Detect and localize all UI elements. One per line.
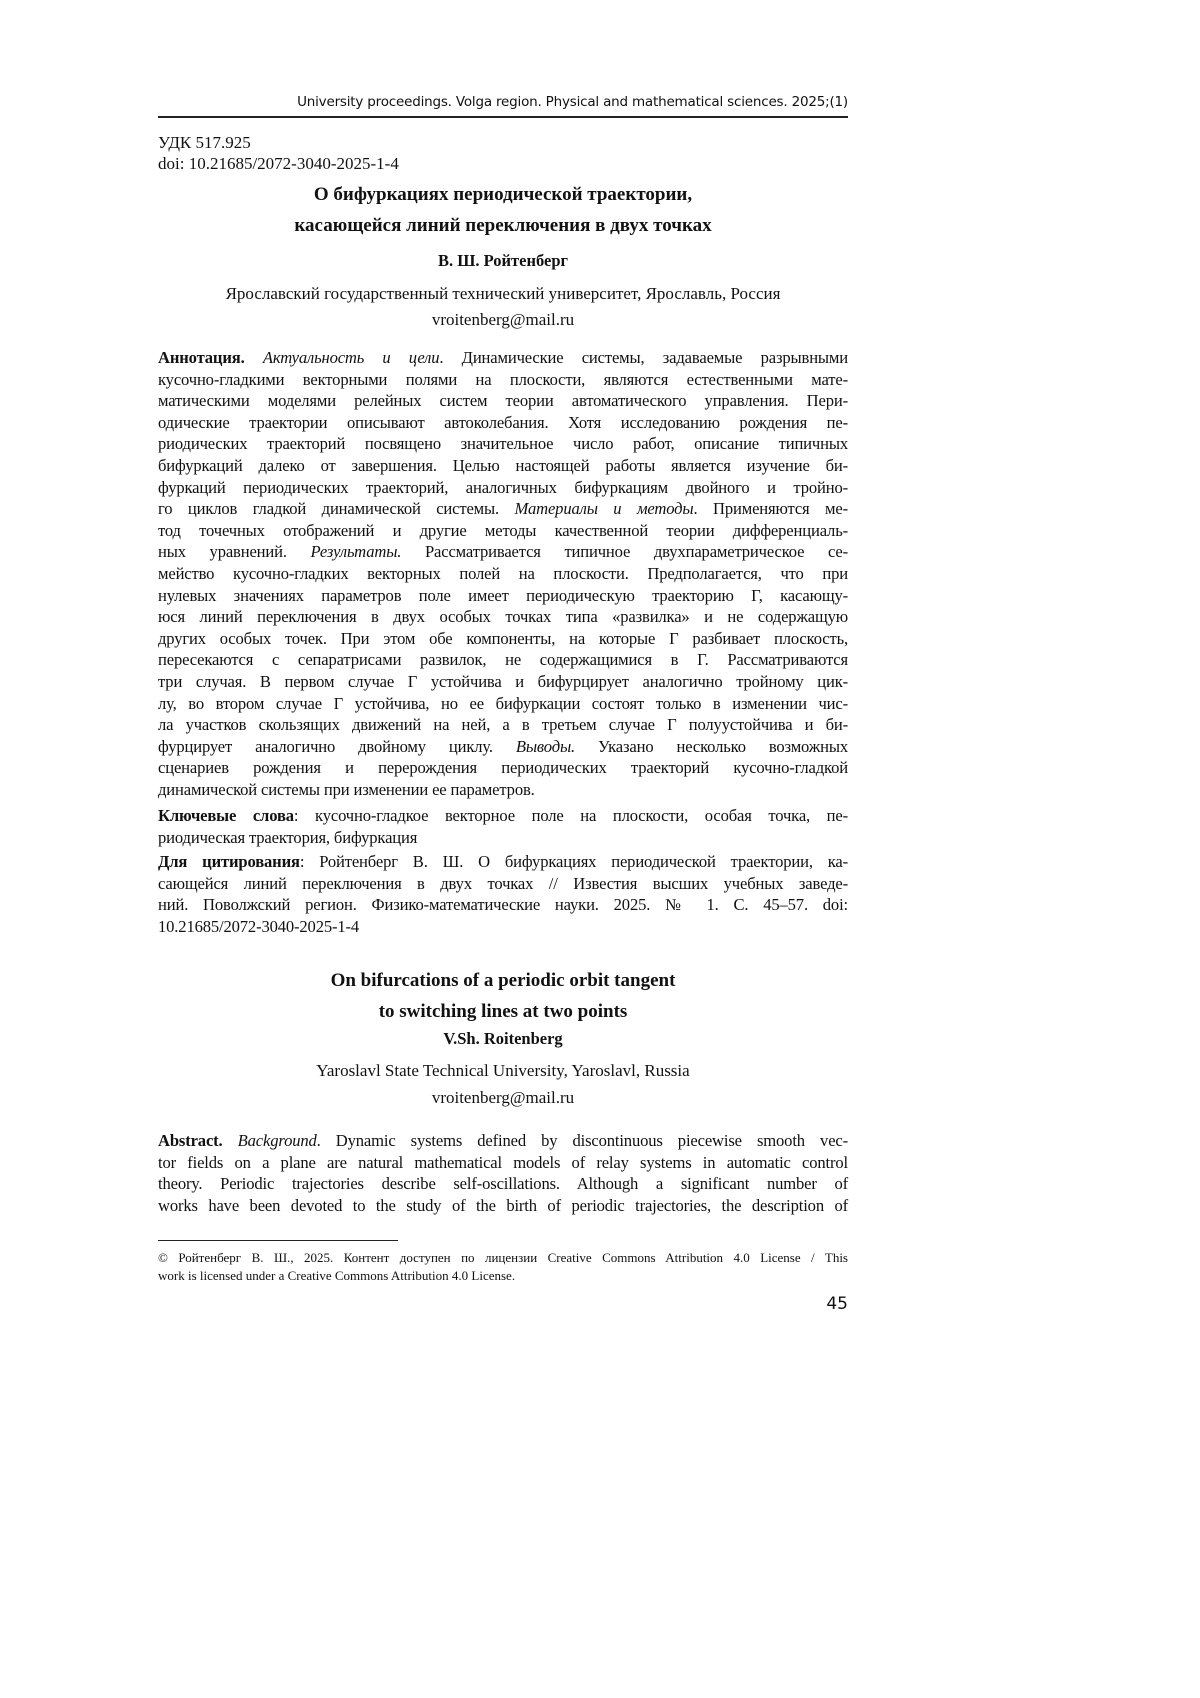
- text-line: [158, 520, 848, 542]
- text-line: [158, 606, 848, 628]
- doi: doi: 10.21685/2072-3040-2025-1-4: [158, 154, 399, 173]
- text-run: фуркаций периодических траекторий, аналогичных бифуркациям двойного и тройно-: [158, 477, 848, 497]
- text-line: [158, 1195, 848, 1217]
- text-line: [158, 873, 848, 895]
- text-run: динамической системы при изменении ее параметров.: [158, 779, 535, 799]
- text-run: тод точечных отображений и другие методы качественной теории дифференциаль-: [158, 520, 848, 540]
- text-run: го циклов гладкой динамической системы.: [158, 499, 515, 519]
- text-line: [158, 1173, 848, 1195]
- page-number: 45: [826, 1294, 848, 1314]
- ru-title-line: О бифуркациях периодической траектории,: [313, 184, 693, 205]
- en-affiliation: Yaroslavl State Technical University, Yaroslavl, Russia: [316, 1061, 690, 1080]
- en-title-line: On bifurcations of a periodic orbit tangent: [330, 970, 676, 991]
- text-line: [158, 693, 848, 715]
- text-run: бифуркаций далеко от завершения. Целью настоящей работы является изучение би-: [158, 455, 848, 475]
- ru-keywords: [158, 805, 848, 848]
- text-run: : кусочно-гладкое векторное поле на плоскости, особая точка, пе-: [293, 806, 848, 825]
- ru-citation: [158, 851, 848, 937]
- text-line: [158, 649, 848, 671]
- text-line: [158, 805, 848, 827]
- text-line: [158, 390, 848, 412]
- text-run: 10.21685/2072-3040-2025-1-4: [158, 916, 360, 936]
- text-line: [158, 851, 848, 873]
- en-abstract: [158, 1130, 848, 1216]
- text-run: фурцирует аналогично двойному циклу.: [158, 736, 516, 756]
- article-meta: [158, 132, 399, 174]
- ru-title-line: касающейся линий переключения в двух точках: [294, 215, 712, 236]
- text-line: [158, 1267, 848, 1285]
- text-line: [158, 671, 848, 693]
- text-line: [158, 1249, 848, 1267]
- text-run: ных уравнений.: [158, 542, 311, 562]
- ru-affiliation: Ярославский государственный технический университет, Ярославль, Россия: [225, 284, 781, 303]
- text-line: [158, 347, 848, 369]
- text-line: [158, 433, 848, 455]
- italic-heading: Background: [237, 1131, 317, 1150]
- text-line: [158, 541, 848, 563]
- header-rule: [158, 116, 848, 118]
- text-run: риодическая траектория, бифуркация: [158, 827, 418, 847]
- italic-heading: Материалы и методы: [514, 499, 694, 519]
- text-run: [223, 1131, 238, 1150]
- text-run: [245, 348, 263, 367]
- italic-heading: Выводы.: [515, 736, 576, 756]
- udc-code: УДК 517.925: [158, 133, 251, 152]
- text-run: нулевых значениях параметров поле имеет периодическую траекторию Г, касающу-: [158, 585, 848, 605]
- text-run: © Ройтенберг В. Ш., 2025. Контент доступен по лицензии Creative Commons Attribution 4.0 License / This: [158, 1250, 848, 1265]
- text-run: сающейся линий переключения в двух точках // Известия высших учебных заведе-: [158, 873, 848, 893]
- bold-label: Аннотация.: [158, 348, 245, 367]
- text-line: [158, 757, 848, 779]
- text-run: . Динамические системы, задаваемые разрывными: [439, 348, 849, 367]
- text-run: ний. Поволжский регион. Физико-математические науки. 2025. № 1. С. 45–57. doi:: [158, 895, 848, 915]
- footnote-rule: [158, 1240, 398, 1241]
- bold-label: Abstract.: [158, 1131, 223, 1150]
- text-run: ла участков скользящих движений на ней, а в третьем случае Г полуустойчива и би-: [158, 715, 848, 735]
- text-run: tor fields on a plane are natural mathematical models of relay systems in automatic control: [158, 1152, 848, 1172]
- bold-label: Ключевые слова: [158, 806, 294, 825]
- italic-heading: Актуальность и цели: [262, 348, 440, 367]
- bold-label: Для цитирования: [158, 852, 300, 871]
- text-line: [158, 498, 848, 520]
- text-run: сценариев рождения и перерождения периодических траекторий кусочно-гладкой: [158, 758, 848, 778]
- text-line: [158, 736, 848, 758]
- text-line: [158, 455, 848, 477]
- text-line: [158, 412, 848, 434]
- text-run: . Применяются ме-: [693, 499, 848, 519]
- text-run: лу, во втором случае Г устойчива, но ее бифуркации состоят только в изменении чис-: [158, 693, 848, 713]
- text-line: [158, 585, 848, 607]
- text-line: [158, 369, 848, 391]
- text-run: других особых точек. При этом обе компоненты, на которые Г разбивает плоскость,: [158, 628, 848, 648]
- text-run: Рассматривается типичное двухпараметрическое се-: [401, 542, 849, 562]
- text-line: [158, 1152, 848, 1174]
- text-line: [158, 894, 848, 916]
- text-line: [158, 1130, 848, 1152]
- text-line: [158, 779, 848, 801]
- text-run: одические траектории описывают автоколебания. Хотя исследованию рождения пе-: [158, 412, 848, 432]
- footnote: [158, 1249, 848, 1285]
- text-run: кусочно-гладкими векторными полями на плоскости, являются естественными мате-: [158, 369, 848, 389]
- text-line: [158, 916, 848, 938]
- text-run: матическими моделями релейных систем теории автоматического управления. Пери-: [158, 391, 848, 411]
- running-header: University proceedings. Volga region. Physical and mathematical sciences. 2025;(1): [297, 94, 848, 110]
- text-run: риодических траекторий посвящено значительное число работ, описание типичных: [158, 434, 848, 454]
- text-run: пересекаются с сепаратрисами развилок, не содержащимися в Г. Рассматриваются: [158, 650, 848, 670]
- ru-author: В. Ш. Ройтенберг: [437, 251, 568, 270]
- text-line: [158, 827, 848, 849]
- ru-abstract: [158, 347, 848, 800]
- text-run: works have been devoted to the study of the birth of periodic trajectories, the description of: [158, 1195, 848, 1215]
- en-title-line: to switching lines at two points: [378, 1001, 628, 1022]
- text-line: [158, 714, 848, 736]
- en-email[interactable]: vroitenberg@mail.ru: [431, 1088, 575, 1107]
- en-title: [158, 965, 848, 1027]
- text-run: Указано несколько возможных: [575, 736, 848, 756]
- text-run: : Ройтенберг В. Ш. О бифуркациях периодической траектории, ка-: [299, 852, 849, 871]
- text-run: . Dynamic systems defined by discontinuous piecewise smooth vec-: [316, 1131, 848, 1150]
- text-run: theory. Periodic trajectories describe self-oscillations. Although a significant number of: [158, 1174, 848, 1194]
- ru-email[interactable]: vroitenberg@mail.ru: [431, 310, 575, 329]
- italic-heading: Результаты.: [310, 542, 402, 562]
- ru-title: [158, 179, 848, 241]
- text-run: юся линий переключения в двух особых точках типа «развилка» и не содержащую: [158, 607, 848, 627]
- en-author: V.Sh. Roitenberg: [443, 1029, 563, 1048]
- text-line: [158, 628, 848, 650]
- text-line: [158, 563, 848, 585]
- text-run: мейство кусочно-гладких векторных полей на плоскости. Предполагается, что при: [158, 563, 848, 583]
- text-run: work is licensed under a Creative Commons Attribution 4.0 License.: [158, 1268, 516, 1283]
- text-run: три случая. В первом случае Г устойчива и бифурцирует аналогично тройному цик-: [158, 671, 848, 691]
- text-line: [158, 477, 848, 499]
